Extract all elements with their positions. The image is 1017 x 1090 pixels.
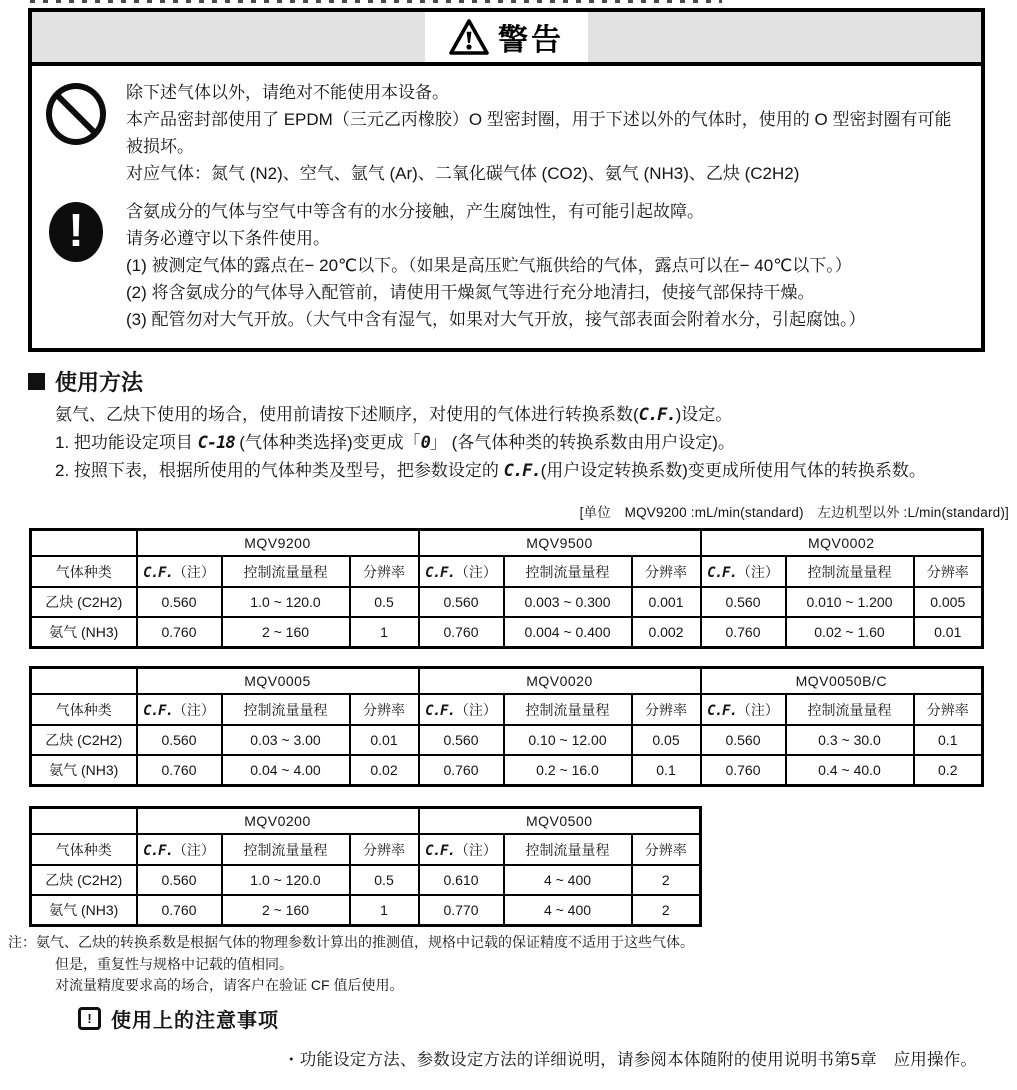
- resolution-header: 分辨率: [914, 556, 983, 587]
- resolution-value-cell: 0.1: [632, 755, 701, 786]
- cf-value-cell: 0.560: [701, 587, 786, 617]
- resolution-header: 分辨率: [350, 834, 419, 865]
- flow-range-header: 控制流量量程: [504, 556, 632, 587]
- model-header-cell: MQV0005: [137, 668, 419, 695]
- conversion-table-3: [29, 806, 702, 927]
- cf-label: C.F.: [425, 842, 455, 859]
- cf-header: [419, 834, 504, 865]
- flow-range-value-cell: 0.04 ~ 4.00: [222, 755, 350, 786]
- cf-note-ref: （注）: [454, 701, 497, 718]
- cf-label: C.F.: [143, 564, 173, 581]
- usage-heading-label: 使用方法: [55, 370, 144, 395]
- resolution-value-cell: 0.01: [350, 725, 419, 755]
- usage-step-2: 2. 按照下表，根据所使用的气体种类及型号，把参数设定的 C.F.(用户设定转换系数)变更成所使用气体的转换系数。: [55, 461, 926, 481]
- c18-code: C-18: [197, 433, 235, 453]
- gas-type-header: 气体种类: [31, 694, 137, 725]
- gas-type-cell: 乙炔 (C2H2): [31, 725, 137, 755]
- resolution-value-cell: 1: [350, 895, 419, 926]
- gas-type-cell: 氨气 (NH3): [31, 895, 137, 926]
- resolution-header: 分辨率: [632, 694, 701, 725]
- flow-range-value-cell: 2 ~ 160: [222, 617, 350, 648]
- cf-label: C.F.: [707, 564, 737, 581]
- resolution-header: 分辨率: [350, 694, 419, 725]
- usage-step-1: 1. 把功能设定项目 C-18 (气体种类选择)变更成「0」 (各气体种类的转换系数由用户设定)。: [55, 433, 735, 453]
- cf-value-cell: 0.560: [419, 587, 504, 617]
- warning-line: 对应气体：氮气 (N2)、空气、氩气 (Ar)、二氧化碳气体 (CO2)、氨气 (NH3)、乙炔 (C2H2): [126, 164, 800, 183]
- gas-type-cell: 氨气 (NH3): [31, 755, 137, 786]
- cf-header: [419, 694, 504, 725]
- cf-label: C.F.: [143, 702, 173, 719]
- warning-title-box: [425, 12, 588, 62]
- cf-header: [701, 694, 786, 725]
- unit-note: [单位 MQV9200 :mL/min(standard) 左边机型以外 :L/min(standard)]: [579, 505, 1009, 520]
- warning-line: 除下述气体以外，请绝对不能使用本设备。: [126, 83, 449, 102]
- gas-type-header: 气体种类: [31, 556, 137, 587]
- flow-range-value-cell: 0.003 ~ 0.300: [504, 587, 632, 617]
- flow-range-value-cell: 0.004 ~ 0.400: [504, 617, 632, 648]
- resolution-value-cell: 0.002: [632, 617, 701, 648]
- flow-range-value-cell: 0.03 ~ 3.00: [222, 725, 350, 755]
- cf-value-cell: 0.770: [419, 895, 504, 926]
- cf-value-cell: 0.560: [137, 865, 222, 895]
- cf-note-ref: （注）: [736, 701, 779, 718]
- cf-note-ref: （注）: [454, 563, 497, 580]
- footnotes: [8, 932, 1015, 997]
- gas-type-cell: 乙炔 (C2H2): [31, 865, 137, 895]
- flow-range-value-cell: 0.2 ~ 16.0: [504, 755, 632, 786]
- gas-type-cell: 氨气 (NH3): [31, 617, 137, 648]
- gas-type-cell: 乙炔 (C2H2): [31, 587, 137, 617]
- flow-range-header: 控制流量量程: [786, 694, 914, 725]
- torn-text-fragments: [30, 0, 722, 3]
- resolution-header: 分辨率: [350, 556, 419, 587]
- flow-range-header: 控制流量量程: [504, 694, 632, 725]
- resolution-value-cell: 0.1: [914, 725, 983, 755]
- corner-cell: [31, 808, 137, 835]
- cf-label: C.F.: [425, 702, 455, 719]
- flow-range-header: 控制流量量程: [504, 834, 632, 865]
- square-bullet-icon: [28, 373, 45, 390]
- footnote-line: 注：氨气、乙炔的转换系数是根据气体的物理参数计算出的推测值，规格中记载的保证精度不适用于这些气体。: [8, 934, 694, 950]
- flow-range-value-cell: 4 ~ 400: [504, 865, 632, 895]
- flow-range-header: 控制流量量程: [222, 834, 350, 865]
- gas-type-header: 气体种类: [31, 834, 137, 865]
- resolution-header: 分辨率: [632, 834, 701, 865]
- zero-code: 0: [420, 433, 430, 453]
- resolution-value-cell: 0.5: [350, 865, 419, 895]
- cf-label: C.F.: [707, 702, 737, 719]
- warning-line: (3) 配管勿对大气开放。（大气中含有湿气，如果对大气开放，接气部表面会附着水分，引起腐蚀。）: [126, 310, 866, 329]
- warning-body: [32, 66, 981, 348]
- cf-header: [419, 556, 504, 587]
- warning-entry-prohibited-gases: [46, 79, 965, 187]
- model-header-cell: MQV0020: [419, 668, 701, 695]
- flow-range-header: 控制流量量程: [222, 556, 350, 587]
- warning-line: 本产品密封部使用了 EPDM（三元乙丙橡胶）O 型密封圈，用于下述以外的气体时，使用的 O 型密封圈有可能被损坏。: [126, 110, 952, 156]
- model-header-cell: MQV9500: [419, 530, 701, 557]
- model-header-cell: MQV0050B/C: [701, 668, 983, 695]
- usage-intro: 氨气、乙炔下使用的场合，使用前请按下述顺序，对使用的气体进行转换系数(C.F.)设定。: [55, 405, 733, 425]
- warning-entry-ammonia-moisture: [46, 198, 965, 333]
- warning-box: [28, 8, 985, 352]
- cf-value-cell: 0.560: [419, 725, 504, 755]
- precaution-bullet: ・功能设定方法、参数设定方法的详细说明，请参阅本体随附的使用说明书第5章 应用操作。: [283, 1051, 978, 1069]
- cf-header: [137, 694, 222, 725]
- flow-range-header: 控制流量量程: [222, 694, 350, 725]
- flow-range-header: 控制流量量程: [786, 556, 914, 587]
- resolution-header: 分辨率: [632, 556, 701, 587]
- resolution-value-cell: 1: [350, 617, 419, 648]
- cf-header: [701, 556, 786, 587]
- warning-line: 含氨成分的气体与空气中等含有的水分接触，产生腐蚀性，有可能引起故障。: [126, 202, 704, 221]
- warning-line: 请务必遵守以下条件使用。: [126, 229, 330, 248]
- warning-line: (2) 将含氨成分的气体导入配管前，请使用干燥氮气等进行充分地清扫，使接气部保持干燥。: [126, 283, 815, 302]
- resolution-value-cell: 2: [632, 865, 701, 895]
- usage-section: [28, 366, 990, 485]
- cf-value-cell: 0.760: [419, 755, 504, 786]
- resolution-value-cell: 2: [632, 895, 701, 926]
- model-header-cell: MQV0500: [419, 808, 701, 835]
- resolution-value-cell: 0.05: [632, 725, 701, 755]
- cf-value-cell: 0.610: [419, 865, 504, 895]
- cf-label: C.F.: [425, 564, 455, 581]
- flow-range-value-cell: 0.3 ~ 30.0: [786, 725, 914, 755]
- note-label: 注：: [8, 934, 36, 950]
- footnote-line: 对流量精度要求高的场合，请客户在验证 CF 值后使用。: [55, 977, 404, 993]
- warning-line: (1) 被测定气体的露点在− 20℃以下。（如果是高压贮气瓶供给的气体，露点可以在− 40℃以下。）: [126, 256, 852, 275]
- usage-heading: [28, 366, 990, 397]
- flow-range-value-cell: 1.0 ~ 120.0: [222, 587, 350, 617]
- cf-value-cell: 0.760: [701, 755, 786, 786]
- cf-value-cell: 0.760: [137, 617, 222, 648]
- cf-value-cell: 0.760: [137, 755, 222, 786]
- cf-header: [137, 556, 222, 587]
- flow-range-value-cell: 0.02 ~ 1.60: [786, 617, 914, 648]
- mandatory-exclamation-icon: !: [49, 202, 103, 262]
- handling-precautions-label: 使用上的注意事项: [111, 1010, 279, 1032]
- resolution-value-cell: 0.001: [632, 587, 701, 617]
- cf-value-cell: 0.760: [419, 617, 504, 648]
- cf-note-ref: （注）: [736, 563, 779, 580]
- cf-value-cell: 0.560: [137, 725, 222, 755]
- corner-cell: [31, 530, 137, 557]
- model-header-cell: MQV0200: [137, 808, 419, 835]
- model-header-cell: MQV9200: [137, 530, 419, 557]
- conversion-table-2: [29, 666, 984, 787]
- resolution-value-cell: 0.5: [350, 587, 419, 617]
- cf-header: [137, 834, 222, 865]
- flow-range-value-cell: 4 ~ 400: [504, 895, 632, 926]
- cf-label: C.F.: [143, 842, 173, 859]
- flow-range-value-cell: 2 ~ 160: [222, 895, 350, 926]
- flow-range-value-cell: 0.10 ~ 12.00: [504, 725, 632, 755]
- warning-title: 警告: [498, 24, 564, 57]
- flow-range-value-cell: 1.0 ~ 120.0: [222, 865, 350, 895]
- flow-range-value-cell: 0.010 ~ 1.200: [786, 587, 914, 617]
- corner-cell: [31, 668, 137, 695]
- cf-note-ref: （注）: [172, 841, 215, 858]
- resolution-value-cell: 0.01: [914, 617, 983, 648]
- cf-value-cell: 0.560: [137, 587, 222, 617]
- boxed-exclamation-icon: !: [78, 1007, 101, 1030]
- warning-triangle-icon: [449, 19, 489, 55]
- resolution-value-cell: 0.02: [350, 755, 419, 786]
- cf-value-cell: 0.760: [137, 895, 222, 926]
- cf-note-ref: （注）: [454, 841, 497, 858]
- warning-header: [32, 12, 981, 66]
- prohibition-icon: [46, 83, 106, 145]
- handling-precautions-heading: [78, 1004, 279, 1033]
- resolution-value-cell: 0.2: [914, 755, 983, 786]
- resolution-header: 分辨率: [914, 694, 983, 725]
- flow-range-value-cell: 0.4 ~ 40.0: [786, 755, 914, 786]
- cf-code: C.F.: [638, 405, 676, 425]
- cf-value-cell: 0.760: [701, 617, 786, 648]
- cf-code: C.F.: [503, 461, 541, 481]
- cf-note-ref: （注）: [172, 701, 215, 718]
- cf-value-cell: 0.560: [701, 725, 786, 755]
- conversion-table-1: [29, 528, 984, 649]
- model-header-cell: MQV0002: [701, 530, 983, 557]
- footnote-line: 但是，重复性与规格中记载的值相同。: [55, 955, 293, 972]
- resolution-value-cell: 0.005: [914, 587, 983, 617]
- cf-note-ref: （注）: [172, 563, 215, 580]
